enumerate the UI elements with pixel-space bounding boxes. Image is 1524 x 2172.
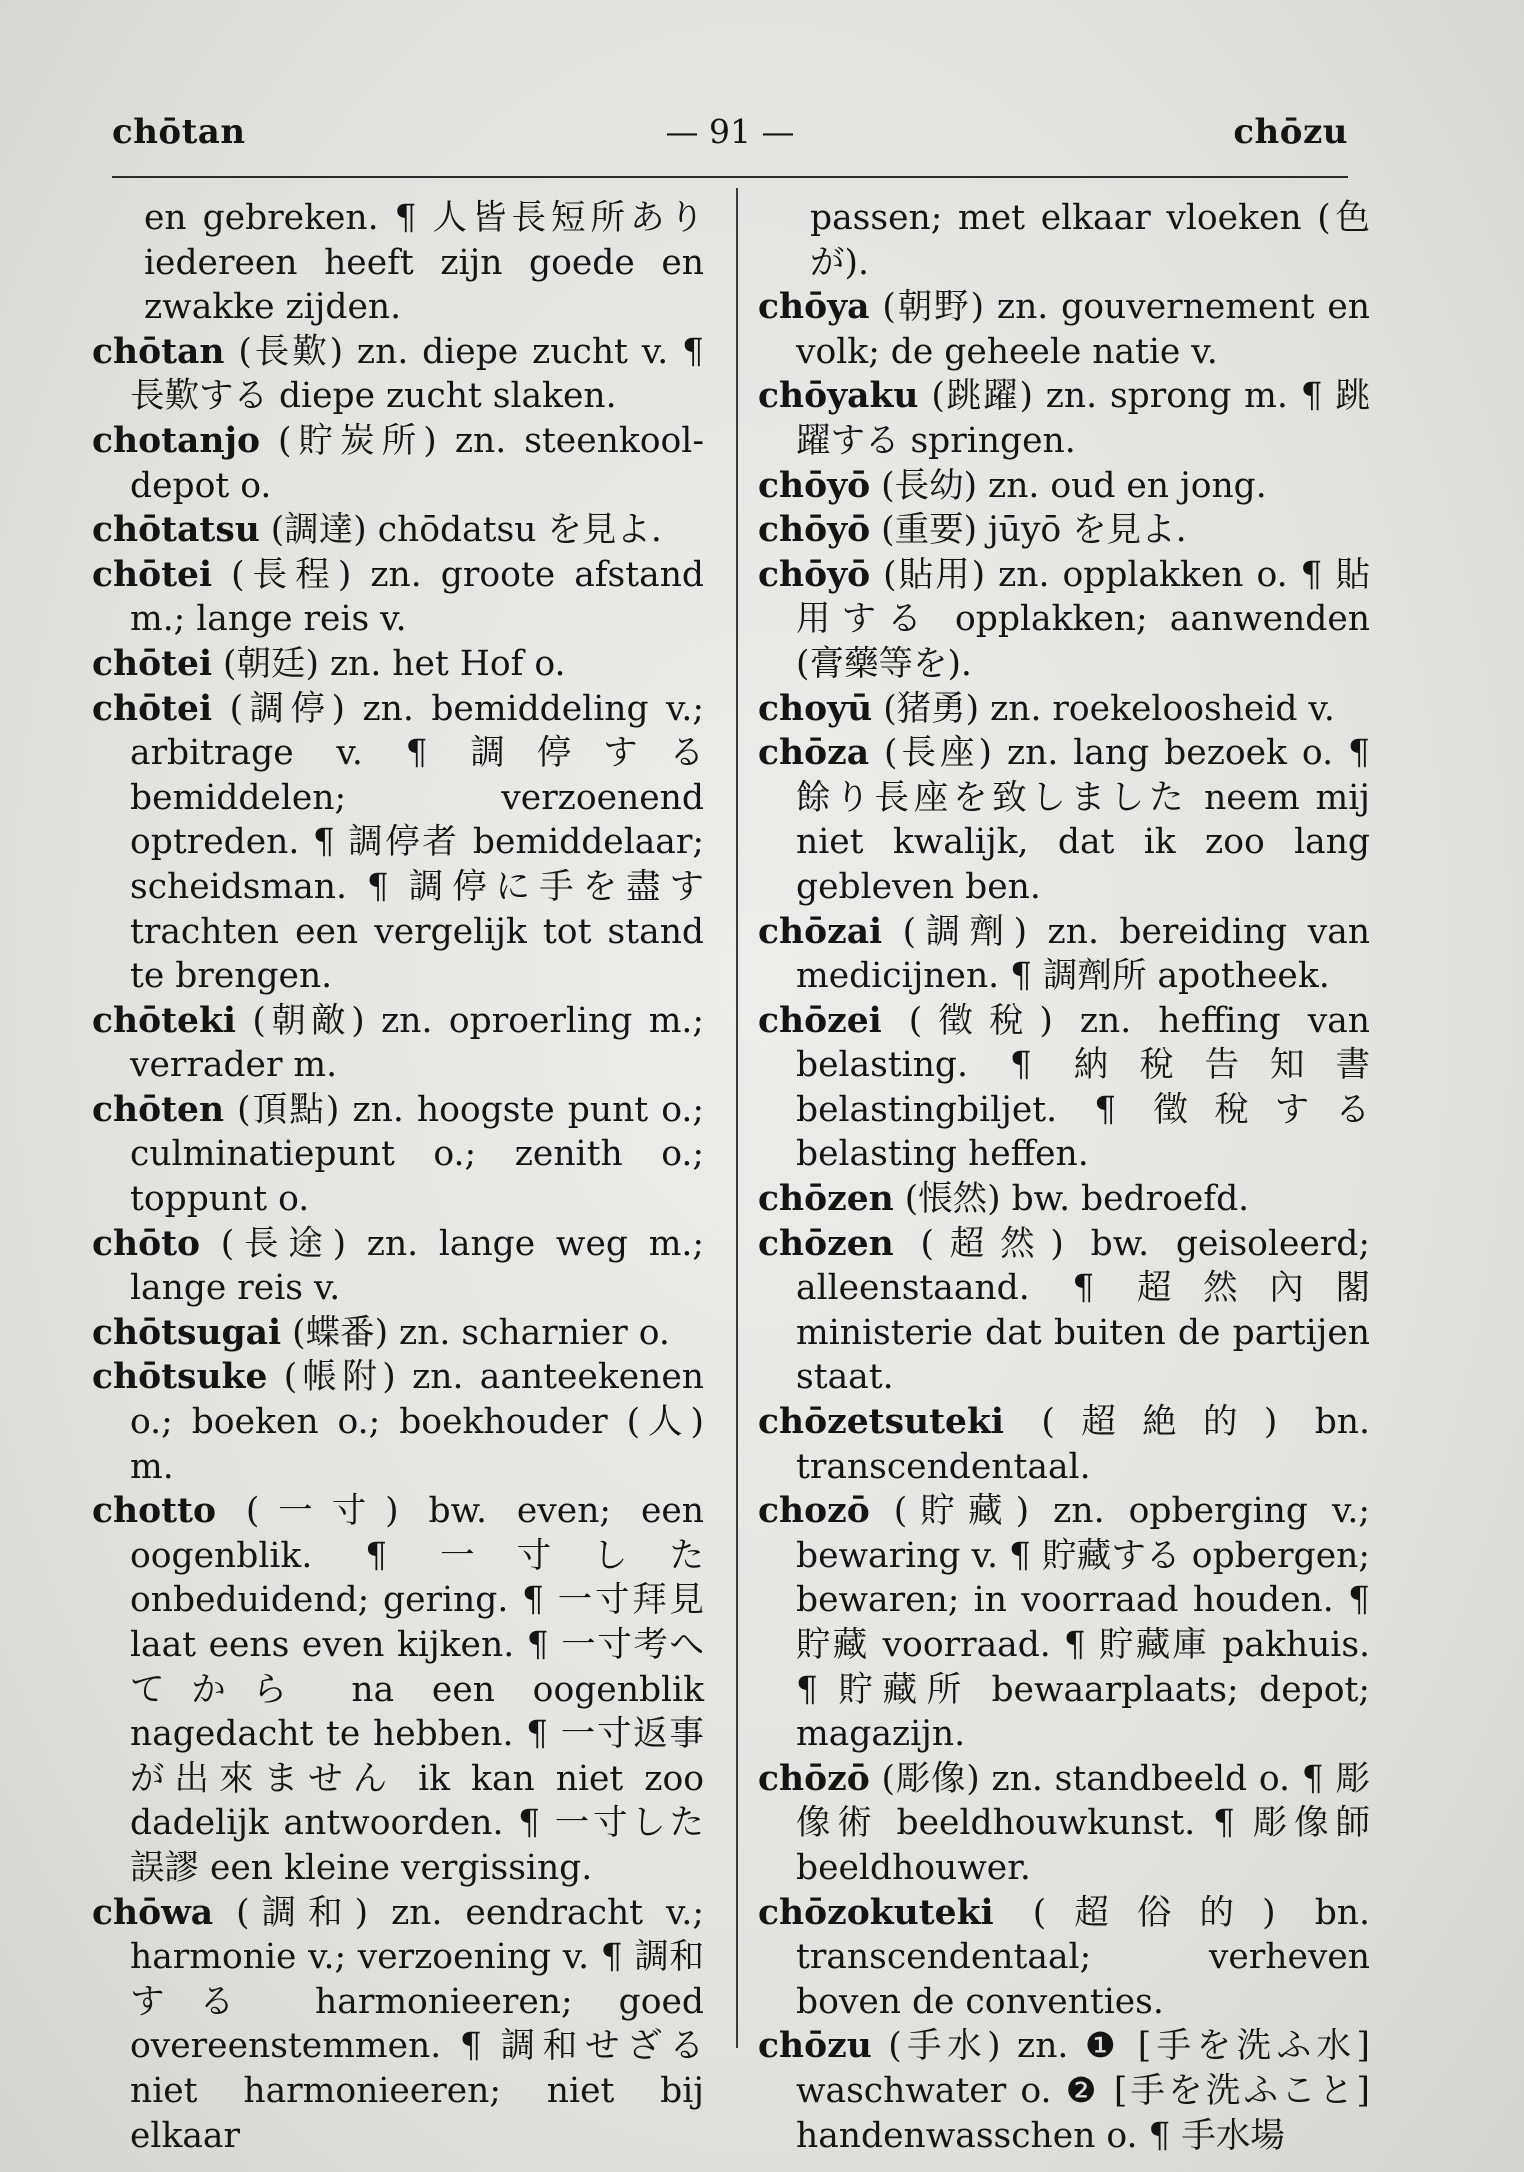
- definition: (朝廷) zn. het Hof o.: [212, 643, 566, 684]
- definition: (朝敵) zn. oproerling m.; verrader m.: [130, 1000, 704, 1086]
- dictionary-entry: [92, 1489, 704, 1890]
- definition: (貯炭所) zn. steenkool-depot o.: [130, 420, 704, 506]
- definition: (帳附) zn. aanteekenen o.; boeken o.; boekhouder (人) m.: [130, 1357, 704, 1487]
- dictionary-entry: [92, 999, 704, 1088]
- definition: (調劑) zn. bereiding van medicijnen. ¶ 調劑所 apotheek.: [796, 911, 1370, 997]
- headword: choyū: [758, 688, 873, 729]
- headword: chōzen: [758, 1179, 894, 1220]
- dictionary-entry: [758, 464, 1370, 509]
- entry-continuation: passen; met elkaar vloeken (色が).: [810, 198, 1370, 283]
- dictionary-entry: [92, 1355, 704, 1489]
- column-divider: [736, 188, 738, 2048]
- headword: chōten: [92, 1089, 225, 1130]
- dictionary-entry: [758, 2024, 1370, 2158]
- dictionary-entry: [92, 687, 704, 999]
- headword: chōtatsu: [92, 510, 260, 551]
- definition: (貼用) zn. opplakken o. ¶ 貼用する opplakken; aanwenden (膏藥等を).: [796, 554, 1370, 684]
- definition: (調達) chōdatsu を見よ.: [259, 510, 662, 551]
- headword: chōzu: [758, 2026, 872, 2067]
- headword: chōzei: [758, 1000, 882, 1041]
- dictionary-entry: [758, 1891, 1370, 2025]
- definition: (頂點) zn. hoogste punt o.; culminatiepunt o.; zenith o.; toppunt o.: [130, 1089, 704, 1220]
- dictionary-entry: [758, 1400, 1370, 1489]
- definition: (手水) zn. ❶ [手を洗ふ水] waschwater o. ❷ [手を洗ふこと] handenwasschen o. ¶ 手水場: [796, 2026, 1370, 2156]
- definition: (超然) bw. geisoleerd; alleenstaand. ¶ 超然內閣 ministerie dat buiten de partijen staat.: [796, 1223, 1370, 1398]
- headword: chōto: [92, 1223, 201, 1264]
- definition: (彫像) zn. standbeeld o. ¶ 彫像術 beeldhouwkunst. ¶ 彫像師 beeldhouwer.: [796, 1758, 1370, 1888]
- dictionary-entry: [758, 1177, 1370, 1222]
- dictionary-entry: [92, 1222, 704, 1311]
- dictionary-entry: [758, 999, 1370, 1177]
- definition: (調停) zn. bemiddeling v.; arbitrage v. ¶ 調停する bemiddelen; verzoenend optreden. ¶ 調停者 bemiddelaar; scheidsman. ¶ 調停に手を盡す trachten een vergelijk tot stand te brengen.: [130, 688, 704, 997]
- definition: (長程) zn. groote afstand m.; lange reis v.: [130, 554, 704, 640]
- headword: chōtei: [92, 554, 213, 595]
- dictionary-entry: [758, 285, 1370, 374]
- dictionary-entry: [758, 1757, 1370, 1891]
- definition: (悵然) bw. bedroefd.: [893, 1179, 1250, 1220]
- definition: (長歎) zn. diepe zucht v. ¶ 長歎する diepe zucht slaken.: [130, 331, 704, 417]
- dictionary-entry: [758, 553, 1370, 687]
- left-guide-word: chōtan: [112, 112, 246, 152]
- header-rule: [112, 176, 1348, 178]
- entry-continuation: en gebreken. ¶ 人皆長短所あり iedereen heeft zijn goede en zwakke zijden.: [144, 198, 704, 328]
- headword: chozō: [758, 1491, 870, 1532]
- headword: chōwa: [92, 1892, 214, 1933]
- headword: chotto: [92, 1491, 216, 1532]
- definition: (一寸) bw. even; een oogenblik. ¶ 一寸した onbeduidend; gering. ¶ 一寸拜見 laat eens even kijken. ¶ 一寸考へてから na een oogenblik nagedacht te hebben. ¶ 一寸返事が出來ません ik kan niet zoo dadelijk antwoorden. ¶ 一寸した誤謬 een kleine vergissing.: [130, 1491, 704, 1888]
- definition: (貯藏) zn. opberging v.; bewaring v. ¶ 貯藏する opbergen; bewaren; in voorraad houden. ¶ 貯藏 voorraad. ¶ 貯藏庫 pakhuis. ¶ 貯藏所 bewaarplaats; depot; magazijn.: [796, 1491, 1370, 1755]
- headword: chōtan: [92, 331, 225, 372]
- dictionary-entry: [758, 1222, 1370, 1400]
- definition: (長途) zn. lange weg m.; lange reis v.: [130, 1223, 704, 1309]
- dictionary-entry: [92, 419, 704, 508]
- headword: chōza: [758, 733, 870, 774]
- headword: chōyō: [758, 554, 871, 595]
- dictionary-entry: [92, 508, 704, 553]
- headword: chōtei: [92, 688, 213, 729]
- dictionary-entry: [92, 330, 704, 419]
- definition: (超絶的) bn. transcendentaal.: [796, 1402, 1370, 1487]
- dictionary-entry: [92, 642, 704, 687]
- dictionary-entry: [758, 731, 1370, 909]
- dictionary-entry: [92, 1311, 704, 1356]
- headword: chotanjo: [92, 420, 260, 461]
- dictionary-entry: [758, 508, 1370, 553]
- definition: (長座) zn. lang bezoek o. ¶ 餘り長座を致しました neem mij niet kwalijk, dat ik zoo lang gebleven ben.: [796, 733, 1370, 907]
- headword: chōteki: [92, 1000, 236, 1041]
- right-guide-word: chōzu: [1233, 112, 1348, 152]
- definition: (重要) jūyō を見よ.: [870, 510, 1187, 551]
- definition: (超俗的) bn. transcendentaal; verheven boven de conventies.: [796, 1892, 1370, 2022]
- headword: chōzen: [758, 1223, 894, 1264]
- headword: chōtsugai: [92, 1312, 282, 1353]
- page-number: — 91 —: [665, 112, 795, 151]
- dictionary-entry: [758, 687, 1370, 732]
- dictionary-entry: [92, 553, 704, 642]
- headword: chōya: [758, 287, 870, 328]
- headword: chōzokuteki: [758, 1892, 994, 1933]
- dictionary-entry: [758, 910, 1370, 999]
- headword: chōyō: [758, 510, 871, 551]
- dictionary-entry: [92, 1088, 704, 1222]
- definition: (朝野) zn. gouvernement en volk; de geheele natie v.: [796, 287, 1370, 372]
- headword: chōyaku: [758, 376, 919, 417]
- dictionary-entry: [758, 374, 1370, 463]
- headword: chōzai: [758, 911, 883, 952]
- definition: (猪勇) zn. roekeloosheid v.: [872, 688, 1335, 729]
- dictionary-entry: [758, 1489, 1370, 1757]
- dictionary-entry: [92, 1891, 704, 2159]
- definition: (跳躍) zn. sprong m. ¶ 跳躍する springen.: [796, 376, 1370, 461]
- definition: (長幼) zn. oud en jong.: [870, 465, 1267, 506]
- headword: chōyō: [758, 465, 871, 506]
- headword: chōtei: [92, 643, 213, 684]
- right-column: [758, 196, 1370, 2158]
- page-header: [112, 112, 1348, 168]
- definition: (蝶番) zn. scharnier o.: [281, 1312, 670, 1353]
- headword: chōtsuke: [92, 1357, 268, 1398]
- headword: chōzō: [758, 1758, 870, 1799]
- definition: (調和) zn. eendracht v.; harmonie v.; verzoening v. ¶ 調和する harmonieeren; goed overeenstemmen. ¶ 調和せざる niet harmonieeren; niet bij elkaar: [130, 1892, 704, 2156]
- headword: chōzetsuteki: [758, 1402, 1004, 1443]
- definition: (徵稅) zn. heffing van belasting. ¶ 納稅告知書 belastingbiljet. ¶ 徵稅する belasting heffen.: [796, 1000, 1370, 1175]
- left-column: [92, 196, 704, 2158]
